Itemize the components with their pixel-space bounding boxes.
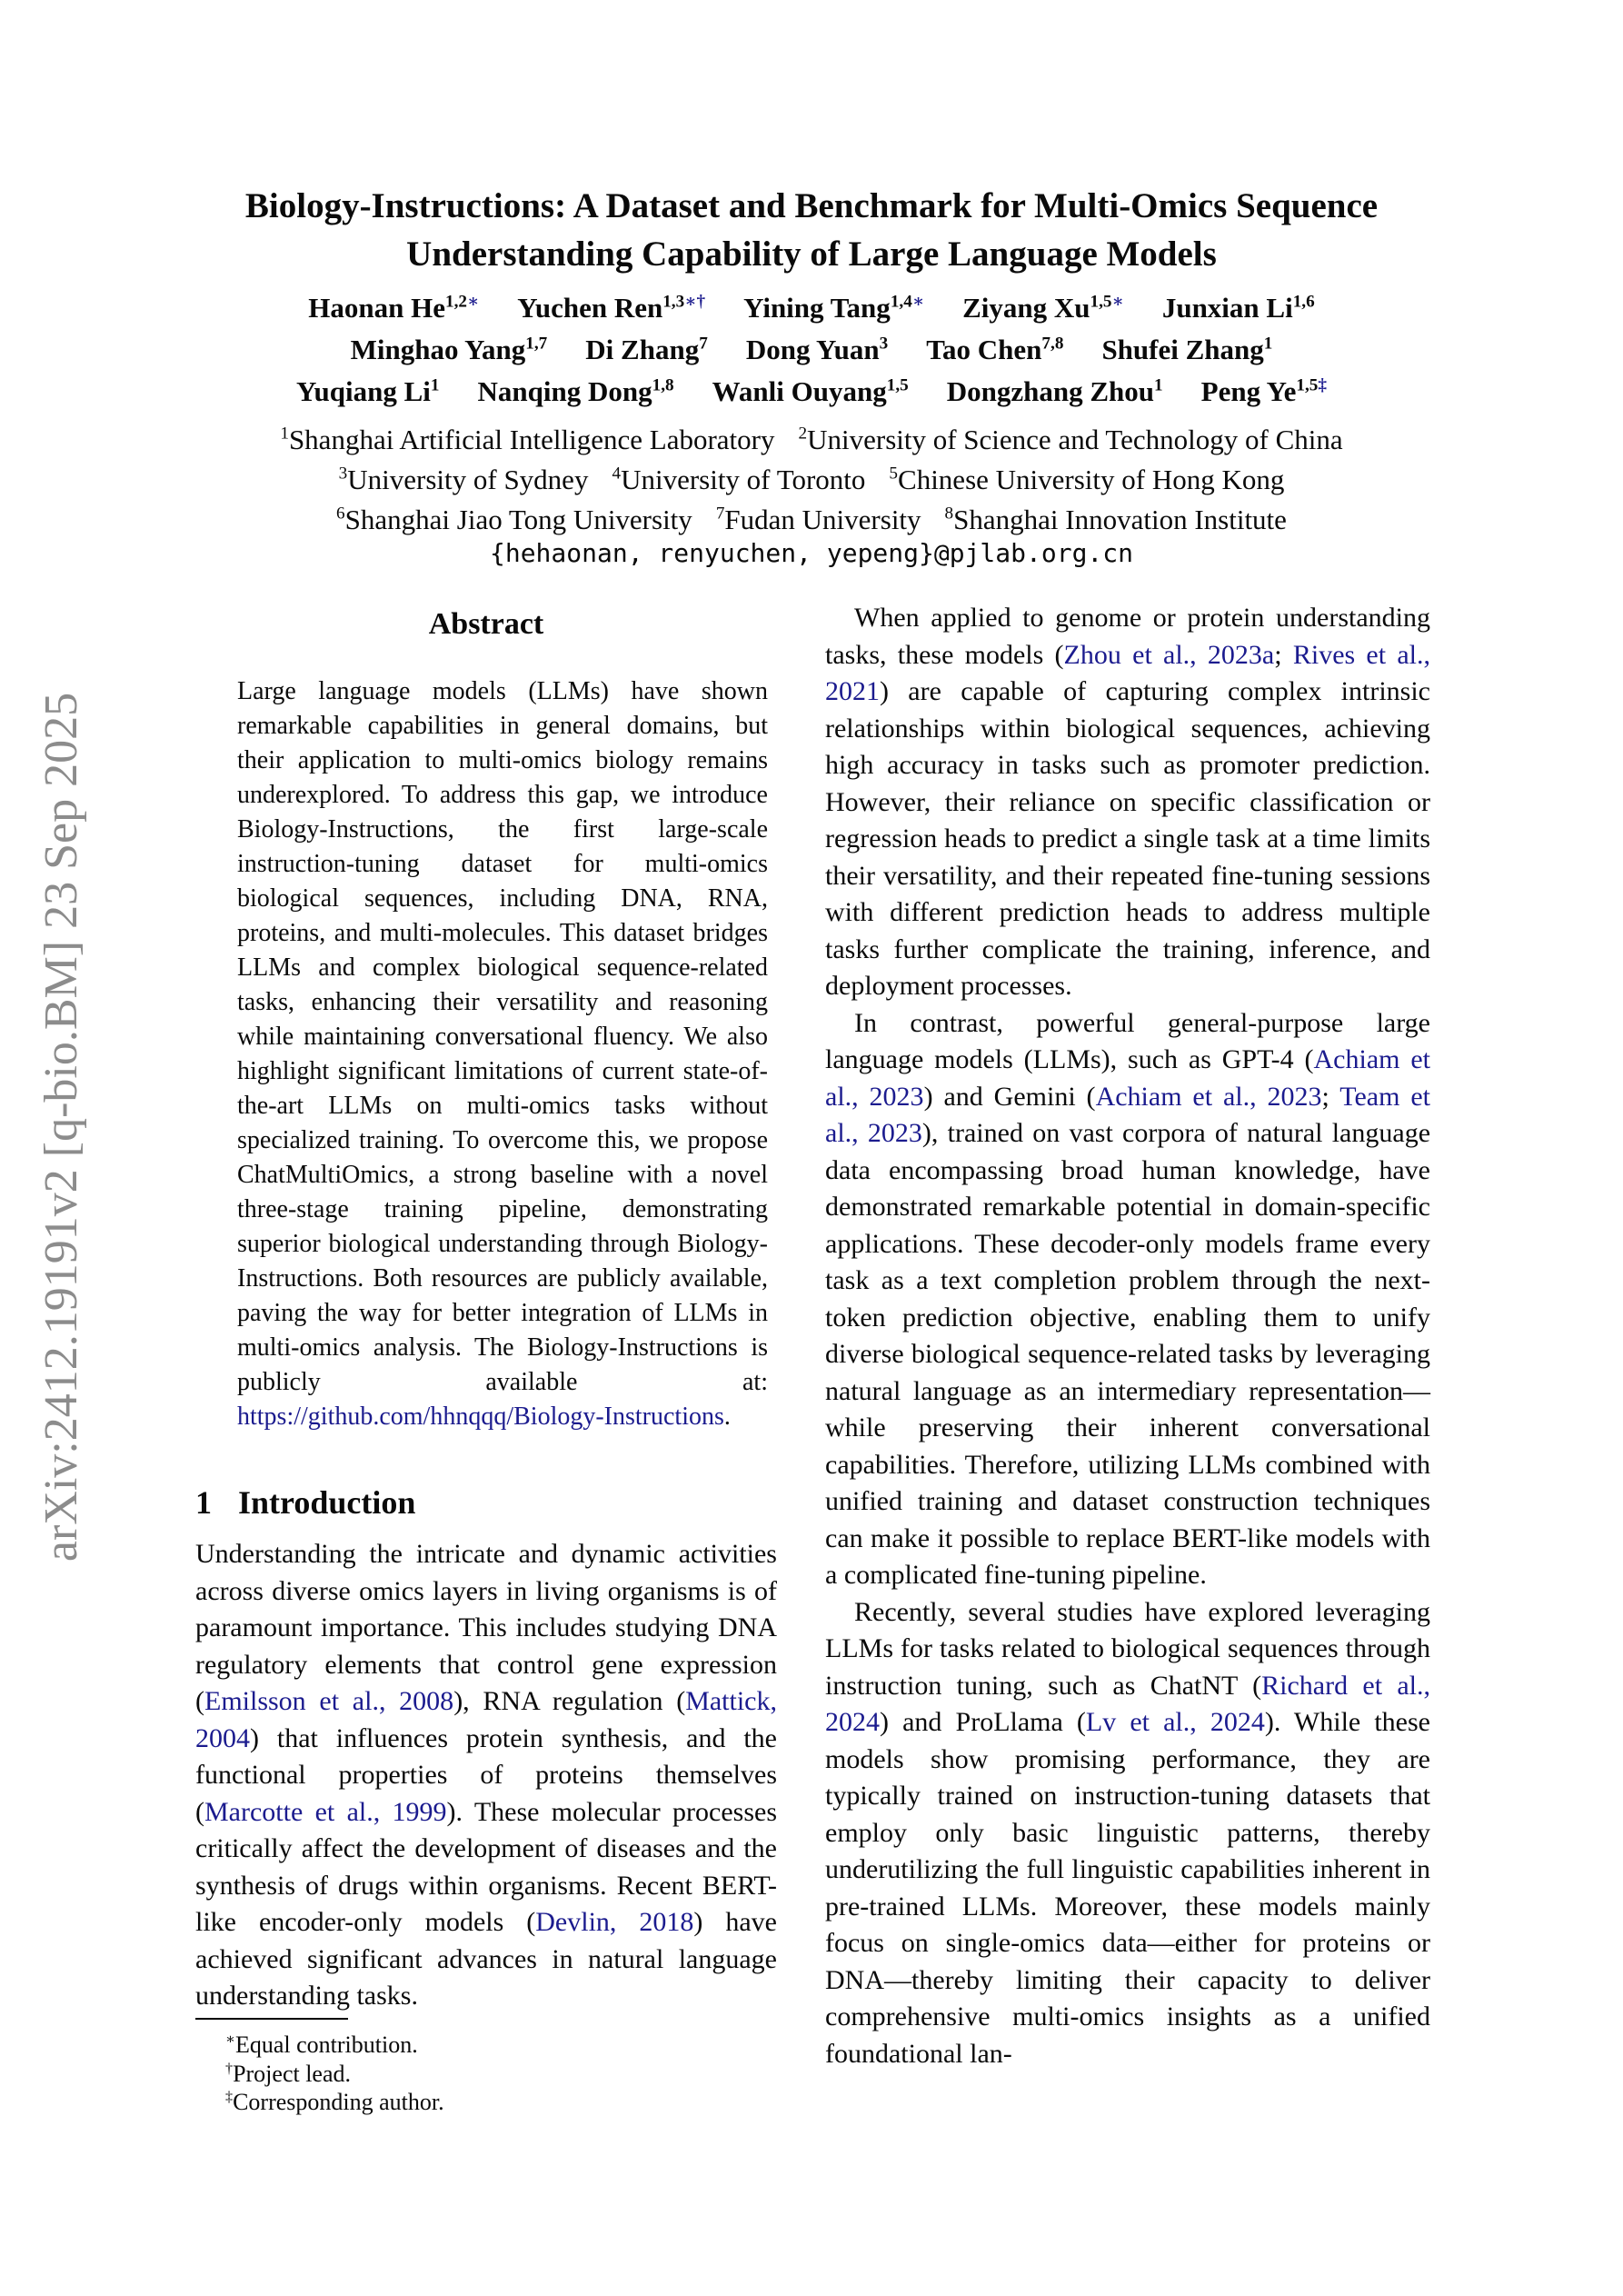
text-run: ) are capable of capturing complex intrinsic relationships within biological sequences, achieving high accuracy in tasks such as promoter prediction. However, their reliance on specific classification or regression heads to predict a single task at a time limits their versatility, and their repeated fine-tuning sessions with different prediction heads to address multiple tasks further complicate the training, inference, and deployment processes. xyxy=(825,676,1430,1001)
section-number: 1 xyxy=(195,1484,212,1521)
author-superscript: 1 xyxy=(430,375,440,395)
citation-link[interactable]: Lv et al., 2024 xyxy=(1085,1707,1265,1737)
affiliation: $^8$Shanghai Innovation Institute xyxy=(944,504,1287,535)
author-row xyxy=(0,371,1623,413)
author-superscript: 1,5∗ xyxy=(1090,292,1124,312)
author-name: Nanqing Dong$^{1,8}$ xyxy=(477,375,674,407)
author-name: Wanli Ouyang$^{1,5}$ xyxy=(712,375,909,407)
citation-link[interactable]: Achiam et al., 2023 xyxy=(1095,1081,1322,1112)
author-superscript: 3 xyxy=(879,334,889,354)
affiliation-superscript: 6 xyxy=(336,504,345,524)
footnote: ‡Corresponding author. xyxy=(225,2089,444,2115)
footnote-mark: ∗ xyxy=(225,2031,235,2048)
author-name: Peng $Ye^{1,5\ddagger}$ xyxy=(1200,375,1328,407)
paper-title-line2: Understanding Capability of Large Language Models xyxy=(406,235,1217,274)
text-run: Recently, several studies have explored leveraging LLMs for tasks related to biological sequences through instruction tuning, such as ChatNT ( xyxy=(825,1596,1430,1701)
text-run: ) that influences protein synthesis, and the functional properties of proteins themselves ( xyxy=(195,1722,777,1827)
affiliation: $^1$Shanghai Artificial Intelligence Laboratory xyxy=(280,424,775,455)
author-superscript: 1,4∗ xyxy=(890,292,925,312)
text-run: When applied to genome or protein understanding tasks, these models ( xyxy=(825,603,1430,670)
citation-link[interactable]: Achiam et al., 2023 xyxy=(825,1044,1430,1112)
affiliation-superscript: 5 xyxy=(889,464,899,484)
author-name: Dongzhang Zhou$^1$ xyxy=(946,375,1163,407)
text-run: ), RNA regulation ( xyxy=(453,1686,686,1716)
text-run: In contrast, powerful general-purpose large language models (LLMs), such as GPT-4 ( xyxy=(825,1007,1430,1074)
affiliation: $^5$Chinese University of Hong Kong xyxy=(889,464,1285,495)
body-paragraph xyxy=(825,1594,1430,2073)
author-superscript: 1 xyxy=(1154,375,1163,395)
author-name: Tao Chen$^{7,8}$ xyxy=(926,334,1064,365)
affiliation: $^7$Fudan University xyxy=(715,504,921,535)
author-name: Haonan $He^{1,2∗}$ xyxy=(308,292,480,324)
affiliation-superscript: 7 xyxy=(715,504,725,524)
abstract-heading: Abstract xyxy=(428,607,544,641)
text-run: ; xyxy=(1321,1081,1340,1112)
affiliation: $^3$University of Sydney xyxy=(338,464,589,495)
author-name: Shufei Zhang$^1$ xyxy=(1101,334,1273,365)
citation-link[interactable]: Mattick, 2004 xyxy=(195,1686,777,1753)
author-superscript: 1 xyxy=(1263,334,1273,354)
author-name: Minghao Yang$^{1,7}$ xyxy=(350,334,548,365)
text-run: ) and Gemini ( xyxy=(923,1081,1096,1112)
affiliation-superscript: 8 xyxy=(944,504,954,524)
body-paragraph xyxy=(825,1005,1430,1594)
author-name: Yuchen Ren$^{1,3∗\dagger}$ xyxy=(517,292,706,324)
affiliation-superscript: 1 xyxy=(280,424,289,444)
affiliation-superscript: 2 xyxy=(798,424,808,444)
author-superscript: 1,7 xyxy=(525,334,548,354)
text-run: . xyxy=(723,1403,731,1431)
citation-link[interactable]: Marcotte et al., 1999 xyxy=(204,1796,447,1827)
author-superscript: 1,8 xyxy=(652,375,674,395)
author-row xyxy=(0,329,1623,371)
text-run: ; xyxy=(1274,639,1293,670)
affiliation-superscript: 3 xyxy=(338,464,348,484)
citation-link[interactable]: Rives et al., 2021 xyxy=(825,639,1430,706)
text-run: Understanding the intricate and dynamic activities across diverse omics layers in living organisms is of paramount importance. This includes studying DNA regulatory elements that control gene expression ( xyxy=(195,1539,777,1716)
footnote: ∗Equal contribution. xyxy=(225,2031,418,2058)
author-name: Dong Yuan$^3$ xyxy=(745,334,889,365)
footnote-rule xyxy=(195,2018,348,2020)
author-superscript: 1,5 xyxy=(886,375,909,395)
author-name: Junxian Li$^{1,6}$ xyxy=(1161,292,1315,324)
arxiv-watermark: arXiv:2412.19191v2 [q-bio.BM] 23 Sep 2025 xyxy=(35,692,87,1562)
footnotes-block xyxy=(195,2018,777,2117)
text-run: ). While these models show promising performance, they are typically trained on instruction-tuning datasets that employ only basic linguistic patterns, thereby underutilizing the full linguistic capabilities inherent in pre-trained LLMs. Moreover, these models mainly focus on single-omics data—either for proteins or DNA—thereby limiting their capacity to deliver comprehensive multi-omics insights as a unified foundational lan- xyxy=(825,1707,1430,2069)
text-run: Large language models (LLMs) have shown remarkable capabilities in general domains, but their application to multi-omics biology remains underexplored. To address this gap, we introduce Biology-Instructions, the first large-scale instruction-tuning dataset for multi-omics biological sequences, including DNA, RNA, proteins, and multi-molecules. This dataset bridges LLMs and complex biological sequence-related tasks, enhancing their versatility and reasoning while maintaining conversational fluency. We also highlight significant limitations of current state-of-the-art LLMs on multi-omics tasks without specialized training. To overcome this, we propose ChatMultiOmics, a strong baseline with a novel three-stage training pipeline, demonstrating superior biological understanding through Biology-Instructions. Both resources are publicly available, paving the way for better integration of LLMs in multi-omics analysis. The Biology-Instructions is publicly available at: xyxy=(237,677,768,1396)
affiliation: $^4$University of Toronto xyxy=(612,464,866,495)
citation-link[interactable]: Devlin, 2018 xyxy=(535,1907,694,1937)
right-column xyxy=(825,600,1430,2072)
citation-link[interactable]: Emilsson et al., 2008 xyxy=(204,1686,454,1716)
text-run: ), trained on vast corpora of natural language data encompassing broad human knowledge, have demonstrated remarkable potential in domain-specific applications. These decoder-only models frame every task as a text completion problem through the next-token prediction objective, enabling them to unify diverse biological sequence-related tasks by leveraging natural language as an intermediary representation—while preserving their inherent conversational capabilities. Therefore, utilizing LLMs combined with unified training and dataset construction techniques can make it possible to replace BERT-like models with a complicated fine-tuning pipeline. xyxy=(825,1118,1431,1590)
author-name: Di Zhang$^7$ xyxy=(585,334,708,365)
author-superscript: 1,2∗ xyxy=(444,292,480,312)
citation-link[interactable]: Zhou et al., 2023a xyxy=(1063,639,1275,670)
footnote-mark: † xyxy=(225,2060,234,2076)
paper-title-line1: Biology-Instructions: A Dataset and Benchmark for Multi-Omics Sequence xyxy=(244,186,1379,225)
text-run: ) have achieved significant advances in natural language understanding tasks. xyxy=(195,1907,777,2011)
left-column xyxy=(195,600,777,2163)
citation-link[interactable]: Richard et al., 2024 xyxy=(825,1670,1430,1737)
introduction-paragraph xyxy=(195,1536,777,2015)
affiliation-row xyxy=(0,460,1623,500)
author-row xyxy=(0,287,1623,329)
author-superscript: 1,3∗† xyxy=(662,292,706,312)
citation-link[interactable]: Team et al., 2023 xyxy=(825,1081,1430,1148)
author-name: Ziyang $Xu^{1,5∗}$ xyxy=(962,292,1124,324)
text-run: ). These molecular processes critically affect the development of diseases and the synthesis of drugs within organisms. Recent BERT-like encoder-only models ( xyxy=(195,1796,777,1937)
section-title: Introduction xyxy=(238,1484,416,1521)
footnote-mark: ‡ xyxy=(225,2089,234,2105)
author-superscript: 7 xyxy=(699,334,708,354)
authors-block xyxy=(0,287,1623,413)
affiliation-row xyxy=(0,420,1623,460)
text-run: ) and ProLlama ( xyxy=(880,1707,1086,1737)
author-name: Yuqiang Li$^1$ xyxy=(295,375,440,407)
author-name: Yining Tang$^{1,4∗}$ xyxy=(743,292,925,324)
affiliation-row xyxy=(0,500,1623,540)
section-heading-introduction xyxy=(195,1483,415,1522)
author-superscript: 1,5‡ xyxy=(1296,375,1328,395)
github-url-link[interactable]: https://github.com/hhnqqq/Biology-Instructions xyxy=(237,1403,724,1431)
affiliation: $^2$University of Science and Technology of China xyxy=(798,424,1343,455)
affiliation-superscript: 4 xyxy=(612,464,622,484)
footnote: †Project lead. xyxy=(225,2060,352,2087)
affiliations-block xyxy=(0,420,1623,540)
author-superscript: 7,8 xyxy=(1041,334,1064,354)
affiliation: $^6$Shanghai Jiao Tong University xyxy=(336,504,692,535)
author-superscript: 1,6 xyxy=(1292,292,1315,312)
abstract-text xyxy=(237,674,768,1434)
contact-email: {hehaonan, renyuchen, yepeng}@pjlab.org.cn xyxy=(489,538,1133,568)
body-paragraph xyxy=(825,600,1430,1005)
paper-title xyxy=(0,182,1623,278)
